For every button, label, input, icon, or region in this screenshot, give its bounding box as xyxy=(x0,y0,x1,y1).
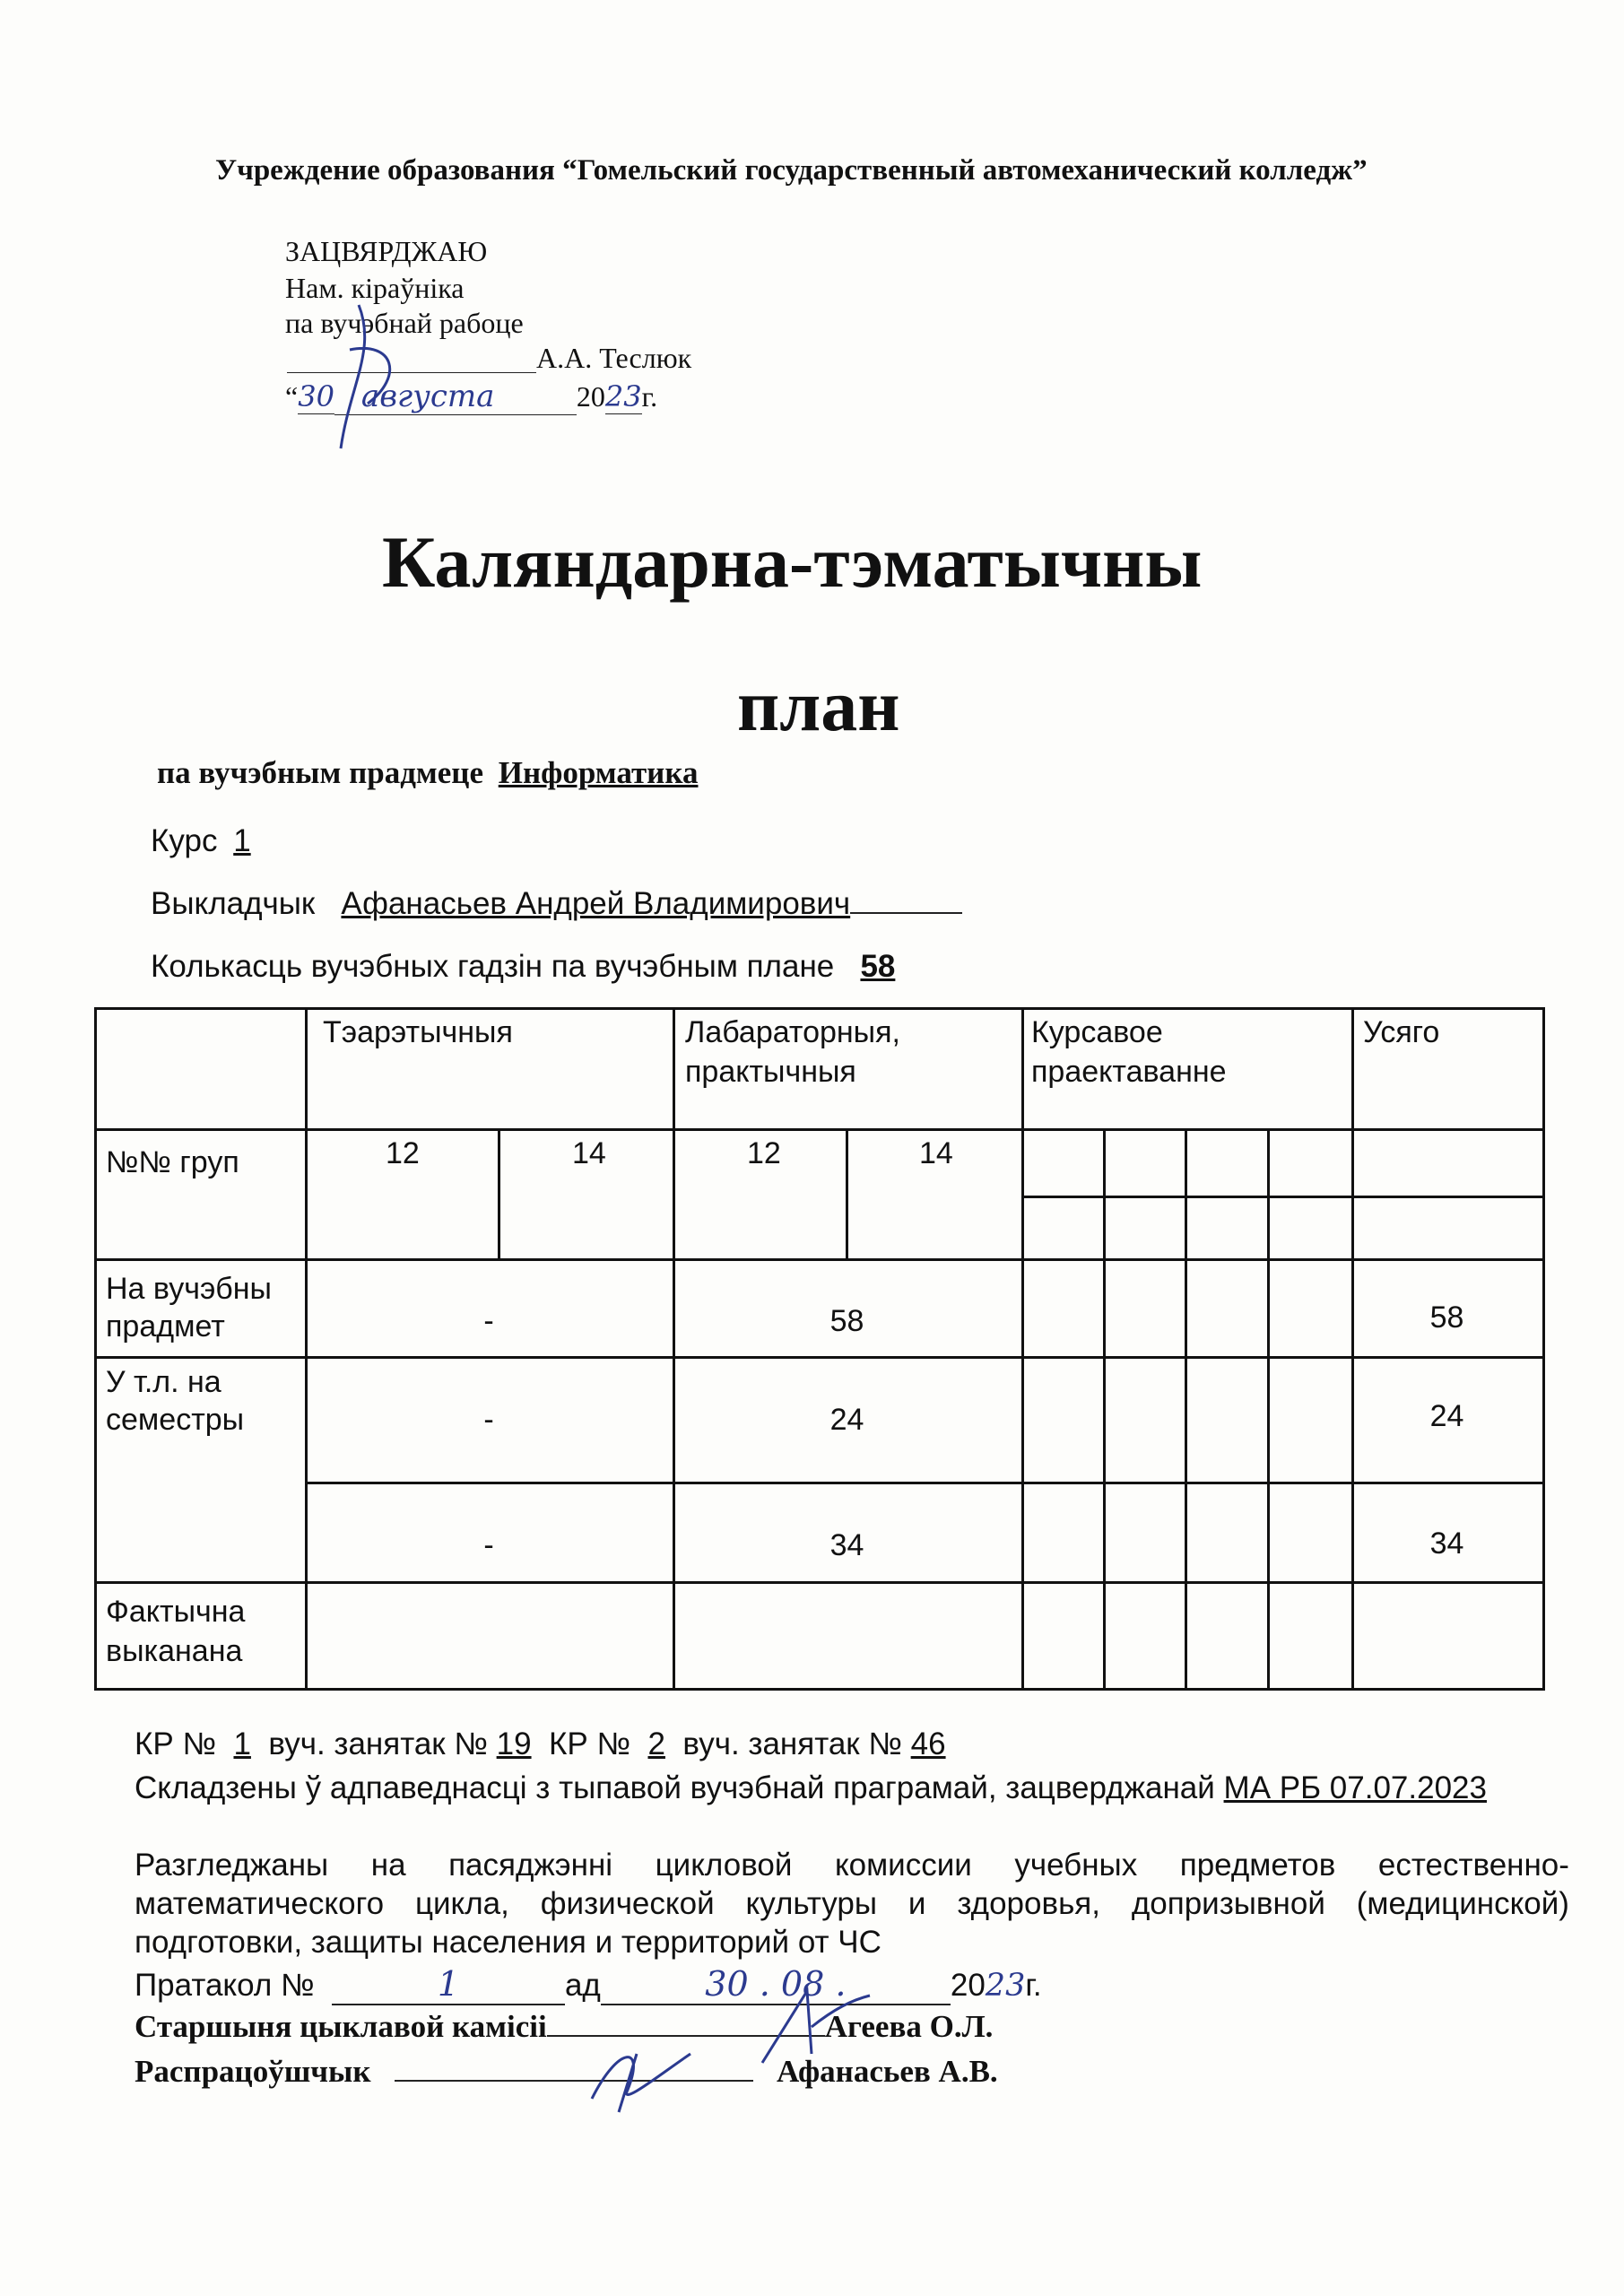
row-subject-theory: - xyxy=(483,1304,494,1338)
approval-title: ЗАЦВЯРДЖАЮ xyxy=(285,235,488,267)
row-semesters-label-2: семестры xyxy=(106,1403,245,1437)
course-value: 1 xyxy=(233,823,251,858)
row-semester-2-lab: 34 xyxy=(829,1528,864,1562)
reviewed-line-1: Разгледжаны на пасяджэнні цикловой комиссии учебных предметов естественно- xyxy=(135,1848,1569,1883)
row-semester-2-total: 34 xyxy=(1429,1526,1464,1561)
chair-signature xyxy=(735,1973,879,2072)
approval-date-month: августа xyxy=(334,378,577,415)
developer-signature xyxy=(583,2036,726,2117)
subject-value: Информатика xyxy=(498,755,699,790)
row-semesters-label-1: У т.л. на xyxy=(106,1365,221,1399)
institution-name: Учреждение образования “Гомельский государственный автомеханический колледж” xyxy=(215,154,1368,187)
header-lab-line-1: Лабараторныя, xyxy=(685,1015,900,1049)
approval-line-1: Нам. кіраўніка xyxy=(285,272,465,304)
approval-line-2: па вучэбнай рабоце xyxy=(285,307,524,339)
approval-signer: А.А. Теслюк xyxy=(536,342,692,374)
approval-signature-scribble xyxy=(323,296,430,457)
row-subject-label-2: прадмет xyxy=(106,1309,225,1344)
header-theory: Тэарэтычныя xyxy=(323,1015,513,1049)
hours-line: Колькасць вучэбных гадзін па вучэбным плане 58 xyxy=(151,949,896,984)
group-lab-14: 14 xyxy=(919,1136,953,1170)
row-semester-1-theory: - xyxy=(483,1403,494,1437)
document-title-line-2: план xyxy=(737,665,900,746)
group-lab-12: 12 xyxy=(747,1136,781,1170)
reviewed-line-2: математического цикла, физической культуры и здоровья, допризывной (медицинской) xyxy=(135,1886,1569,1921)
subject-line: па вучэбным прадмеце Информатика xyxy=(157,755,699,790)
row-semester-1-total: 24 xyxy=(1429,1399,1464,1433)
approval-date: “30 августа 2023г. xyxy=(285,378,658,414)
group-theory-14: 14 xyxy=(572,1136,606,1170)
row-semester-1-lab: 24 xyxy=(829,1403,864,1437)
header-lab-line-2: практычныя xyxy=(685,1055,856,1089)
approval-date-day: 30 xyxy=(298,379,334,413)
row-subject-total: 58 xyxy=(1429,1300,1464,1335)
compiled-ref: МА РБ 07.07.2023 xyxy=(1223,1770,1487,1805)
groups-label: №№ груп xyxy=(106,1145,239,1179)
row-subject-lab: 58 xyxy=(829,1304,864,1338)
reviewed-line-3: подготовки, защиты населения и территорий от ЧС xyxy=(135,1925,881,1960)
kr-line: КР № 1 вуч. занятак № 19 КР № 2 вуч. занятак № 46 xyxy=(135,1726,946,1761)
row-subject-label-1: На вучэбны xyxy=(106,1272,272,1306)
compiled-line: Складзены ў адпаведнасці з тыпавой вучэбнай праграмай, зацверджанай МА РБ 07.07.2023 xyxy=(135,1770,1487,1805)
chair-line: Старшыня цыклавой камісіі Агеева О.Л. xyxy=(135,2009,994,2044)
header-course-line-2: праектаванне xyxy=(1031,1055,1227,1089)
teacher-value: Афанасьев Андрей Владимирович xyxy=(341,886,851,921)
protocol-number: 1 xyxy=(332,1964,565,2005)
header-total: Усяго xyxy=(1363,1015,1440,1049)
row-actual-label-1: Фактычна xyxy=(106,1595,246,1629)
document-title-line-1: Каляндарна-тэматычны xyxy=(382,521,1203,603)
row-semester-2-theory: - xyxy=(483,1528,494,1562)
teacher-line: Выкладчык Афанасьев Андрей Владимирович xyxy=(151,886,962,922)
protocol-date: 30 . 08 . xyxy=(601,1964,951,2005)
course-line: Курс 1 xyxy=(151,823,258,859)
protocol-line: Пратакол № 1 ад 30 . 08 . 2023г. xyxy=(135,1964,1042,2004)
header-course-line-1: Курсавое xyxy=(1031,1015,1163,1049)
group-theory-12: 12 xyxy=(386,1136,420,1170)
hours-value: 58 xyxy=(860,949,896,984)
developer-line: Распрацоўшчык Афанасьев А.В. xyxy=(135,2054,998,2089)
row-actual-label-2: выканана xyxy=(106,1634,243,1668)
